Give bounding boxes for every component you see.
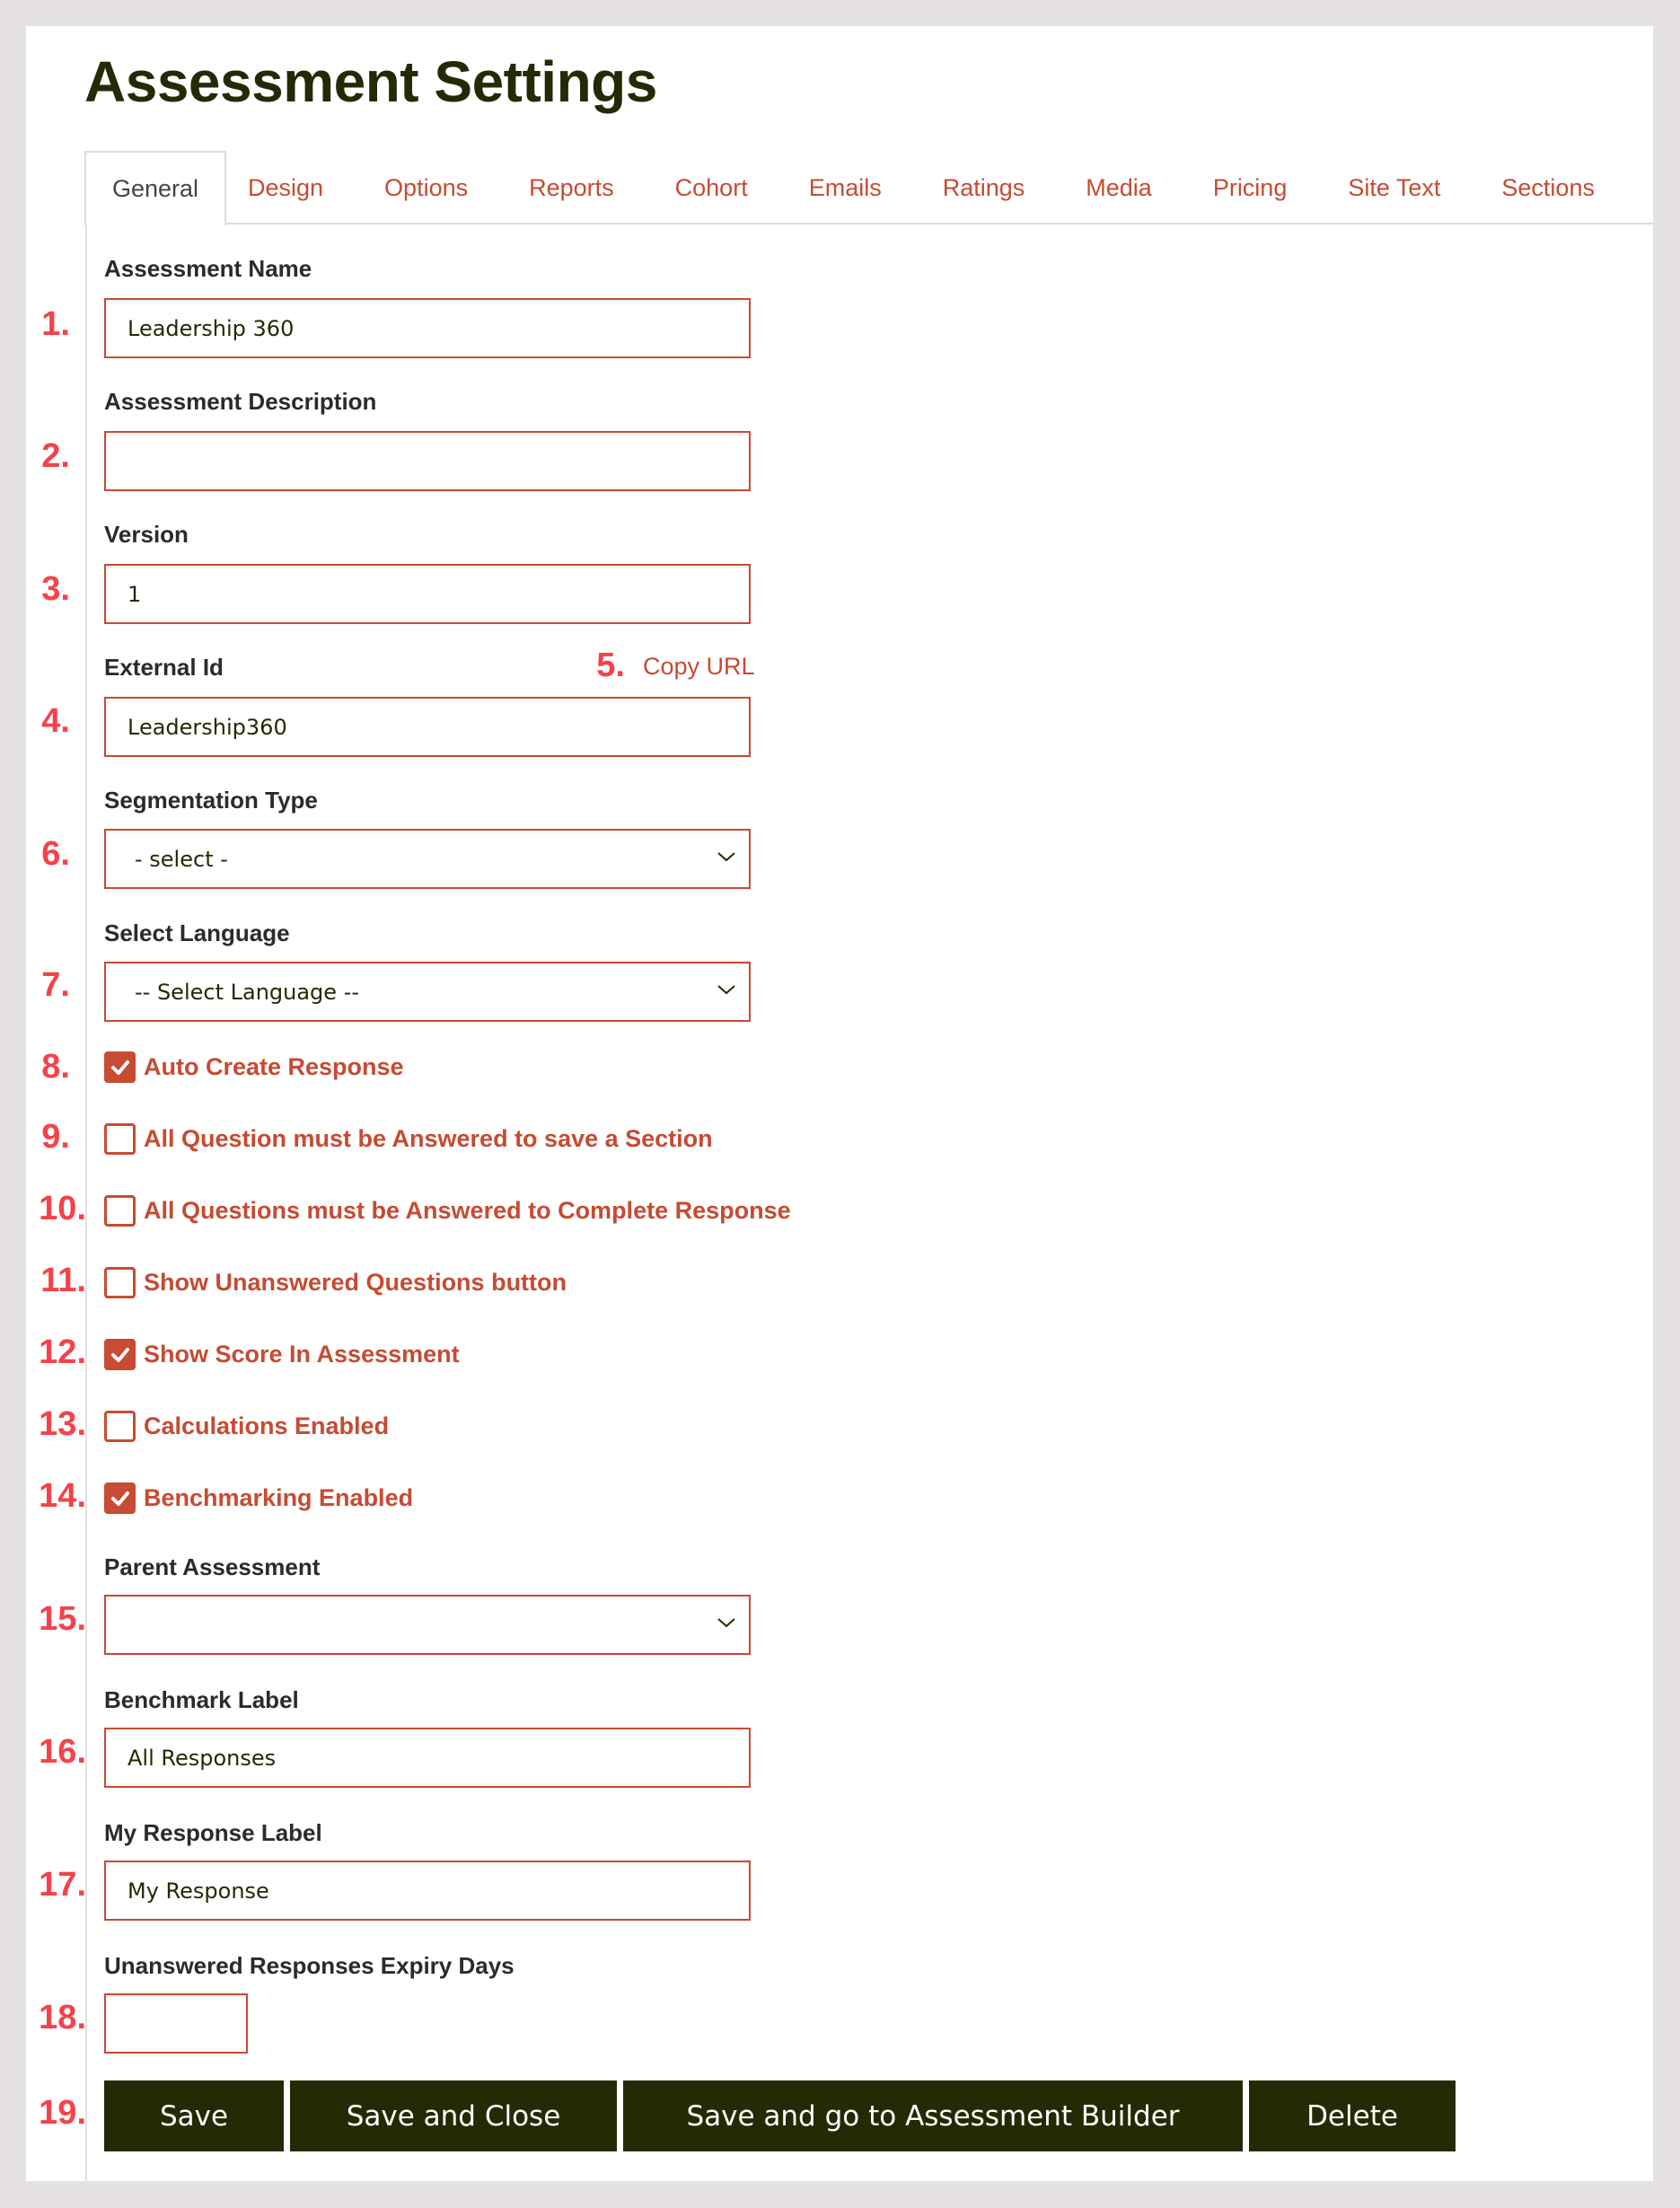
tab-bar <box>84 151 1653 224</box>
segmentation-type-label: Segmentation Type <box>104 787 318 814</box>
checkbox-unchecked-icon[interactable] <box>104 1411 136 1442</box>
checkbox-label: All Question must be Answered to save a Section <box>144 1125 713 1152</box>
save-and-close-button[interactable]: Save and Close <box>290 2080 617 2151</box>
action-buttons <box>104 2080 1456 2151</box>
marker-17: 17. <box>39 1866 86 1904</box>
checkbox-unchecked-icon[interactable] <box>104 1195 136 1227</box>
tab-general[interactable]: General <box>84 151 226 226</box>
tab-design[interactable]: Design <box>248 173 324 201</box>
benchmark-label-input[interactable]: All Responses <box>104 1728 751 1788</box>
checkbox-label: Calculations Enabled <box>144 1412 390 1439</box>
copy-url-link[interactable]: Copy URL <box>643 653 755 680</box>
marker-7: 7. <box>41 966 70 1004</box>
marker-14: 14. <box>39 1477 86 1515</box>
show-unanswered-button-checkbox[interactable] <box>104 1267 567 1298</box>
parent-assessment-label: Parent Assessment <box>104 1553 321 1580</box>
tab-reports[interactable]: Reports <box>529 173 614 201</box>
marker-19: 19. <box>39 2094 86 2132</box>
assessment-name-input[interactable]: Leadership 360 <box>104 298 751 358</box>
external-id-input[interactable]: Leadership360 <box>104 697 751 757</box>
segmentation-type-select[interactable] <box>104 829 751 889</box>
tab-site-text[interactable]: Site Text <box>1348 173 1441 201</box>
tab-options[interactable]: Options <box>384 173 469 201</box>
checkbox-checked-icon[interactable] <box>104 1482 136 1514</box>
expiry-days-input[interactable] <box>104 1993 248 2054</box>
tab-emails[interactable]: Emails <box>808 173 882 201</box>
calculations-enabled-checkbox[interactable] <box>104 1411 389 1442</box>
select-language-label: Select Language <box>104 919 290 946</box>
save-button[interactable]: Save <box>104 2080 284 2151</box>
checkbox-label: Benchmarking Enabled <box>144 1484 414 1511</box>
version-input[interactable]: 1 <box>104 564 751 624</box>
external-id-label: External Id <box>104 654 224 681</box>
marker-15: 15. <box>39 1600 86 1638</box>
marker-2: 2. <box>41 437 70 475</box>
assessment-description-input[interactable] <box>104 431 751 491</box>
checkbox-label: Show Unanswered Questions button <box>144 1269 567 1296</box>
segmentation-type-value: - select - <box>135 846 228 872</box>
marker-8: 8. <box>41 1048 70 1086</box>
chevron-down-icon <box>717 983 736 996</box>
all-questions-answered-complete-checkbox[interactable] <box>104 1195 791 1227</box>
my-response-label-input[interactable]: My Response <box>104 1861 751 1921</box>
marker-16: 16. <box>39 1733 86 1771</box>
expiry-days-label: Unanswered Responses Expiry Days <box>104 1952 515 1979</box>
marker-10: 10. <box>39 1190 86 1227</box>
tab-media[interactable]: Media <box>1086 173 1152 201</box>
tab-cohort[interactable]: Cohort <box>674 173 748 201</box>
marker-5: 5. <box>596 647 625 684</box>
benchmark-label-label: Benchmark Label <box>104 1686 299 1713</box>
language-value: -- Select Language -- <box>135 979 360 1005</box>
tab-pricing[interactable]: Pricing <box>1212 173 1288 201</box>
tab-sections[interactable]: Sections <box>1501 173 1595 201</box>
checkbox-checked-icon[interactable] <box>104 1051 136 1083</box>
checkbox-label: Auto Create Response <box>144 1053 404 1080</box>
marker-11: 11. <box>40 1262 86 1299</box>
checkbox-unchecked-icon[interactable] <box>104 1123 136 1155</box>
benchmarking-enabled-checkbox[interactable] <box>104 1482 413 1514</box>
parent-assessment-select[interactable] <box>104 1595 751 1655</box>
version-label: Version <box>104 521 189 548</box>
tab-ratings[interactable]: Ratings <box>942 173 1025 201</box>
all-question-answered-section-checkbox[interactable] <box>104 1123 713 1155</box>
chevron-down-icon <box>717 850 736 863</box>
marker-1: 1. <box>41 305 70 343</box>
marker-12: 12. <box>39 1333 86 1371</box>
page-title: Assessment Settings <box>84 49 657 114</box>
marker-3: 3. <box>41 570 70 608</box>
chevron-down-icon <box>717 1616 736 1629</box>
checkbox-label: All Questions must be Answered to Complete Response <box>144 1197 791 1224</box>
my-response-label-label: My Response Label <box>104 1819 322 1846</box>
assessment-name-label: Assessment Name <box>104 255 312 282</box>
marker-6: 6. <box>41 835 70 873</box>
marker-9: 9. <box>41 1118 70 1156</box>
save-and-go-to-builder-button[interactable]: Save and go to Assessment Builder <box>623 2080 1243 2151</box>
marker-18: 18. <box>39 1999 86 2036</box>
marker-13: 13. <box>39 1405 86 1443</box>
delete-button[interactable]: Delete <box>1249 2080 1456 2151</box>
assessment-description-label: Assessment Description <box>104 388 377 415</box>
marker-4: 4. <box>41 702 70 740</box>
language-select[interactable] <box>104 962 751 1022</box>
auto-create-response-checkbox[interactable] <box>104 1051 404 1083</box>
checkbox-label: Show Score In Assessment <box>144 1341 460 1368</box>
checkbox-unchecked-icon[interactable] <box>104 1267 136 1298</box>
checkbox-checked-icon[interactable] <box>104 1339 136 1370</box>
show-score-checkbox[interactable] <box>104 1339 460 1370</box>
